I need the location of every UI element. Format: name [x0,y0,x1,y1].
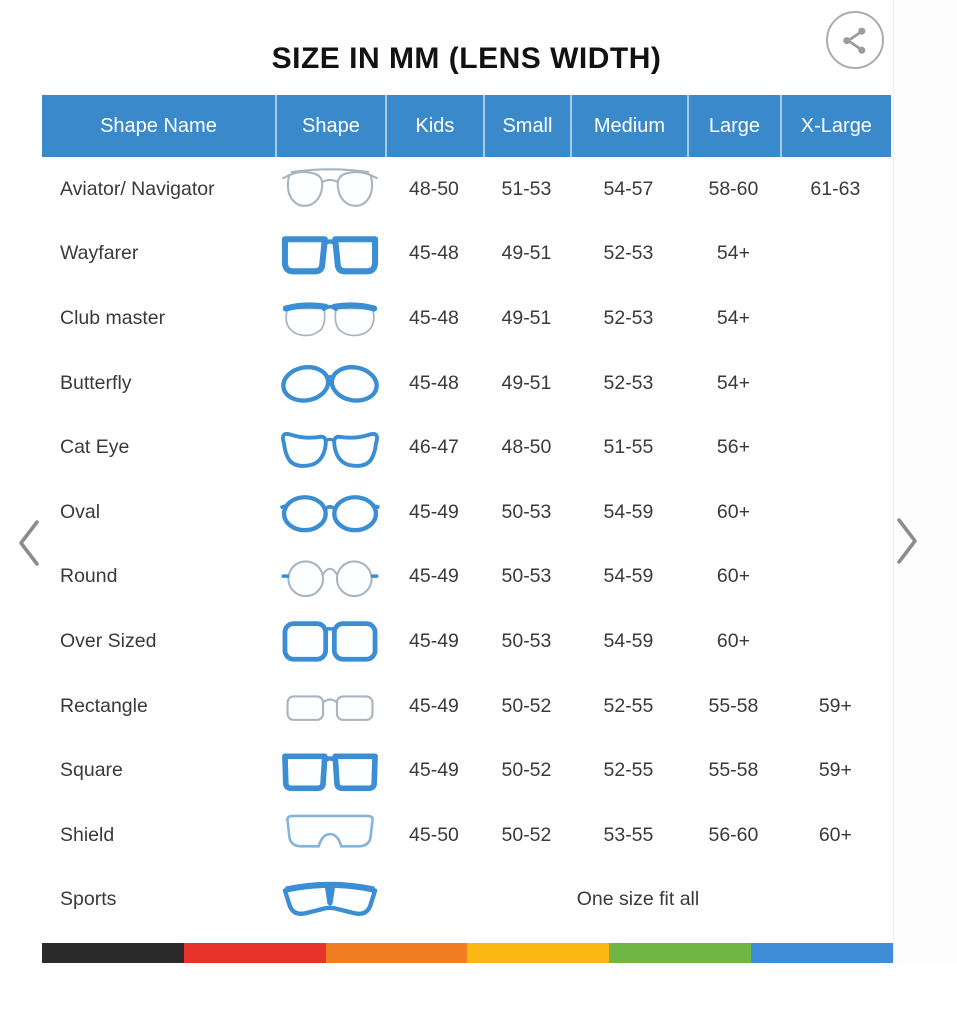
size-value: 54-59 [603,629,654,652]
size-value: 56+ [716,436,750,459]
table-row [42,545,891,610]
chevron-right-icon [894,516,920,566]
shape-name-label: Oval [60,500,101,523]
size-value: 45-49 [409,759,459,782]
size-value: 60+ [818,823,852,846]
size-value: 54-57 [603,177,654,200]
oversized-glasses-icon [275,614,385,668]
size-value: 45-49 [409,629,459,652]
table-body [42,157,891,932]
size-value: 50-52 [501,759,552,782]
shape-name-label: Wayfarer [60,242,139,265]
size-value: 50-53 [501,565,552,588]
size-value: 48-50 [409,177,459,200]
table-row [42,674,891,739]
stripe-segment [42,943,184,963]
size-value: 46-47 [409,436,459,459]
shape-name-label: Cat Eye [60,436,130,459]
size-value: 50-52 [501,823,552,846]
header-cell-x-large: X-Large [780,95,891,157]
size-value: 45-48 [409,242,459,265]
header-cell-shape: Shape [275,95,385,157]
stripe-segment [751,943,893,963]
cateye-glasses-icon [275,421,385,475]
size-value: 49-51 [501,306,552,329]
wayfarer-glasses-icon [275,227,385,281]
shape-name-label: Aviator/ Navigator [60,177,215,200]
brand-color-stripe [42,943,893,963]
one-size-note: One size fit all [576,888,700,911]
table-row [42,738,891,803]
shape-name-label: Round [60,565,118,588]
size-value: 60+ [716,629,750,652]
size-value: 55-58 [708,694,759,717]
shape-name-label: Over Sized [60,629,157,652]
size-value: 56-60 [708,823,759,846]
size-value: 54+ [716,306,750,329]
header-cell-large: Large [687,95,780,157]
stripe-segment [184,943,326,963]
size-value: 54+ [716,242,750,265]
table-row [42,222,891,287]
page-right-margin [893,0,957,963]
header-cell-kids: Kids [385,95,483,157]
size-value: 49-51 [501,242,552,265]
size-value: 45-50 [409,823,459,846]
table-row [42,868,891,933]
size-value: 52-53 [603,242,654,265]
aviator-glasses-icon [275,162,385,216]
table-row [42,803,891,868]
size-value: 45-49 [409,565,459,588]
shape-name-label: Shield [60,823,115,846]
sports-glasses-icon [275,873,385,927]
size-value: 61-63 [810,177,861,200]
header-cell-medium: Medium [570,95,687,157]
stripe-segment [467,943,609,963]
size-value: 58-60 [708,177,759,200]
share-icon [838,23,872,57]
shape-name-label: Square [60,759,123,782]
size-value: 52-55 [603,694,654,717]
shape-name-label: Club master [60,306,166,329]
size-value: 59+ [818,759,852,782]
table-row [42,351,891,416]
table-row [42,157,891,222]
size-value: 60+ [716,500,750,523]
shape-name-label: Sports [60,888,117,911]
size-value: 45-49 [409,500,459,523]
size-value: 45-48 [409,306,459,329]
square-glasses-icon [275,744,385,798]
size-value: 50-53 [501,629,552,652]
shield-glasses-icon [275,808,385,862]
size-value: 51-55 [603,436,654,459]
size-value: 45-49 [409,694,459,717]
size-value: 50-52 [501,694,552,717]
page-title: SIZE IN MM (LENS WIDTH) [271,42,662,76]
stripe-segment [326,943,468,963]
size-value: 50-53 [501,500,552,523]
table-header-row [42,95,891,157]
oval-glasses-icon [275,485,385,539]
clubmaster-glasses-icon [275,291,385,345]
size-value: 54-59 [603,565,654,588]
size-chart-table [42,95,891,932]
shape-name-label: Butterfly [60,371,132,394]
carousel-next-button[interactable] [894,516,920,566]
table-row [42,286,891,351]
rectangle-glasses-icon [275,679,385,733]
shape-name-label: Rectangle [60,694,148,717]
size-value: 51-53 [501,177,552,200]
size-value: 45-48 [409,371,459,394]
size-value: 59+ [818,694,852,717]
size-value: 49-51 [501,371,552,394]
butterfly-glasses-icon [275,356,385,410]
header-cell-shape-name: Shape Name [100,114,217,137]
size-value: 60+ [716,565,750,588]
carousel-prev-button[interactable] [16,518,42,568]
size-value: 53-55 [603,823,654,846]
stripe-segment [609,943,751,963]
table-row [42,480,891,545]
size-value: 48-50 [501,436,552,459]
size-value: 55-58 [708,759,759,782]
header-cell-small: Small [483,95,570,157]
size-value: 52-55 [603,759,654,782]
round-glasses-icon [275,550,385,604]
table-row [42,415,891,480]
table-row [42,609,891,674]
size-value: 52-53 [603,306,654,329]
size-value: 52-53 [603,371,654,394]
chevron-left-icon [16,518,42,568]
size-value: 54+ [716,371,750,394]
share-button[interactable] [826,11,884,69]
size-value: 54-59 [603,500,654,523]
